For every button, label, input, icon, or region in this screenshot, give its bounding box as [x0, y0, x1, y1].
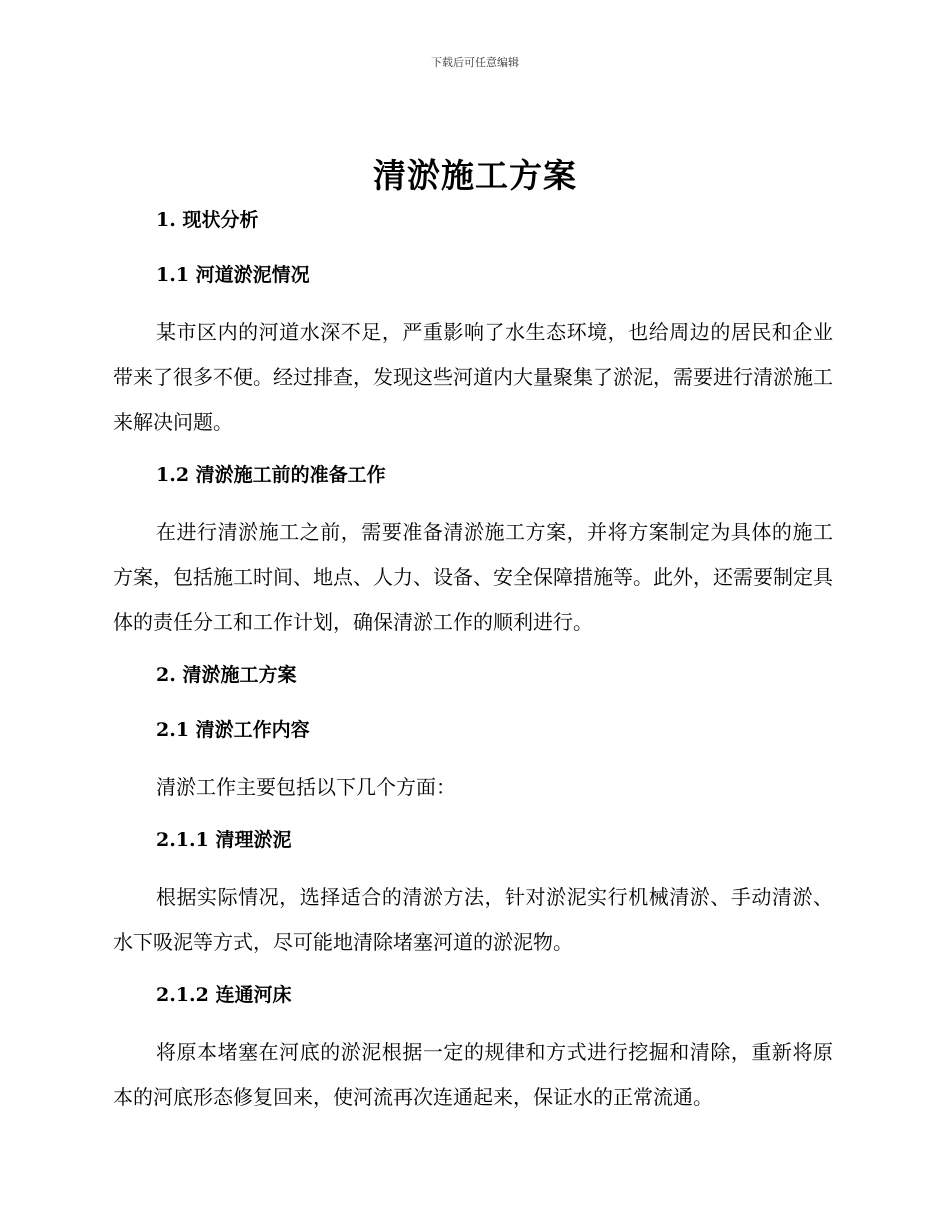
- section-heading-1: 1. 现状分析: [156, 209, 259, 231]
- section-heading-2: 2. 清淤施工方案: [156, 664, 297, 686]
- document-title: 清淤施工方案: [373, 156, 577, 195]
- paragraph-clear-sediment: 根据实际情况，选择适合的清淤方法，针对淤泥实行机械清淤、手动清淤、水下吸泥等方式，尽可能地清除堵塞河道的淤泥物。: [113, 885, 833, 954]
- paragraph-work-content-intro: 清淤工作主要包括以下几个方面：: [156, 775, 456, 799]
- document-body: [113, 200, 833, 1130]
- page-header-note: 下载后可任意编辑: [431, 56, 519, 69]
- paragraph-preparation: 在进行清淤施工之前，需要准备清淤施工方案，并将方案制定为具体的施工方案，包括施工时间、地点、人力、设备、安全保障措施等。此外，还需要制定具体的责任分工和工作计划，确保清淤工作的顺利进行。: [113, 520, 833, 634]
- subsection-heading-2-1-1: 2.1.1 清理淤泥: [156, 829, 292, 851]
- subsection-heading-2-1-2: 2.1.2 连通河床: [156, 984, 292, 1006]
- subsection-heading-2-1: 2.1 清淤工作内容: [156, 719, 310, 741]
- subsection-heading-1-1: 1.1 河道淤泥情况: [156, 264, 310, 286]
- paragraph-sediment-situation: 某市区内的河道水深不足，严重影响了水生态环境，也给周边的居民和企业带来了很多不便。经过排查，发现这些河道内大量聚集了淤泥，需要进行清淤施工来解决问题。: [113, 320, 833, 434]
- paragraph-connect-riverbed: 将原本堵塞在河底的淤泥根据一定的规律和方式进行挖掘和清除，重新将原本的河底形态修复回来，使河流再次连通起来，保证水的正常流通。: [113, 1040, 833, 1109]
- subsection-heading-1-2: 1.2 清淤施工前的准备工作: [156, 464, 386, 486]
